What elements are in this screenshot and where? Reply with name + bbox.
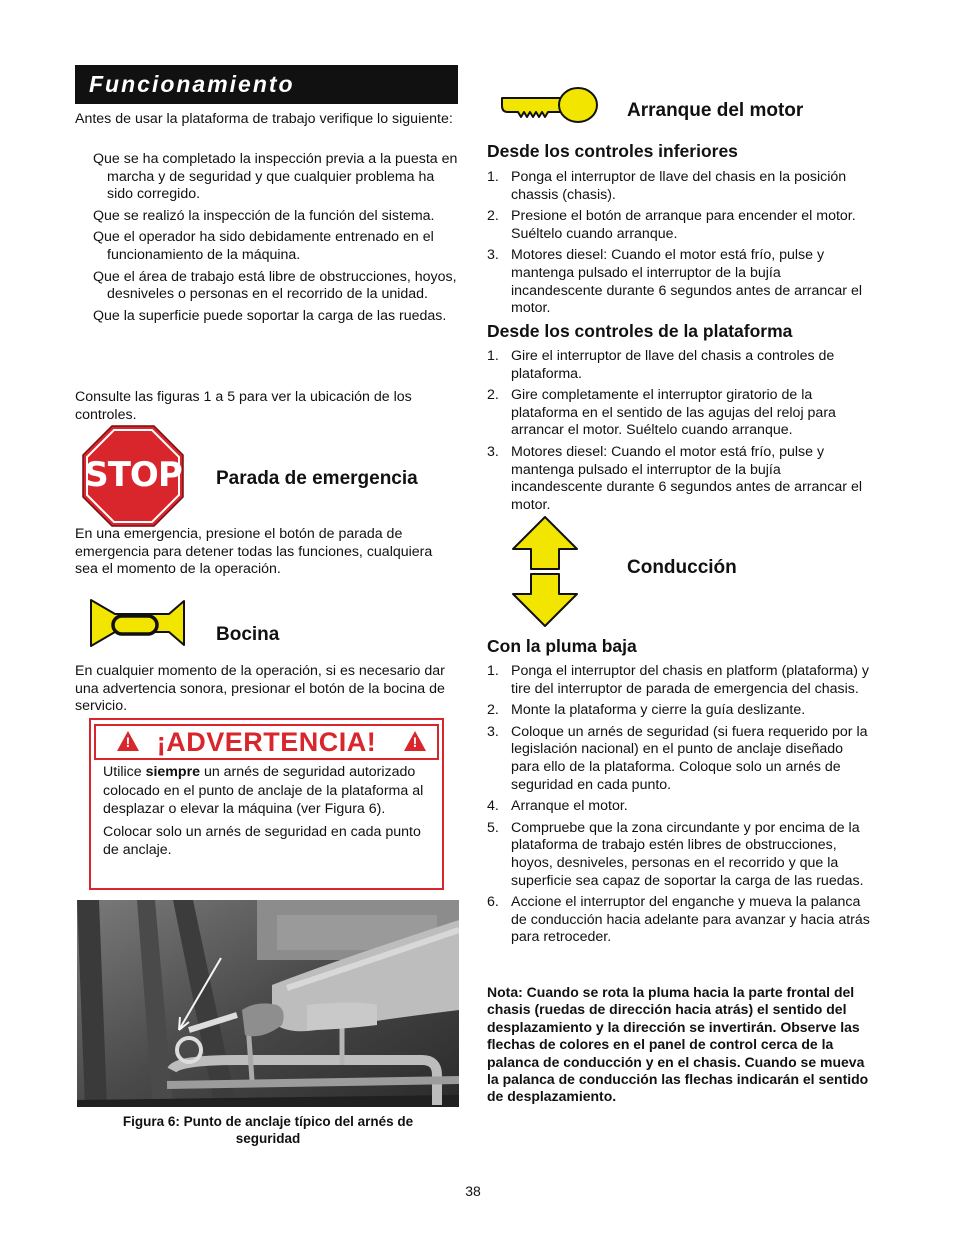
list-item: 4. Arranque el motor. bbox=[487, 798, 628, 815]
horn-icon bbox=[89, 598, 186, 648]
list-item: 3. Motores diesel: Cuando el motor está frío, pulse y mantenga pulsado el interruptor de la bujía incandescente durante 6 segundos antes de arrancar el motor. bbox=[487, 247, 862, 317]
lower-controls-heading: Desde los controles inferiores bbox=[487, 141, 738, 161]
lower-controls-steps bbox=[487, 169, 872, 322]
horn-heading: Bocina bbox=[216, 624, 280, 645]
warning-text: Colocar solo un arnés de seguridad en cada punto de anclaje. bbox=[103, 823, 421, 859]
list-item: 3. Motores diesel: Cuando el motor está frío, pulse y mantenga pulsado el interruptor de la bujía incandescente durante 6 segundos antes de arrancar el motor. bbox=[487, 443, 862, 513]
list-item: Que el área de trabajo está libre de obstrucciones, hoyos, desniveles o personas en el recorrido de la unidad. bbox=[93, 268, 457, 303]
list-item: Que la superficie puede soportar la carga de las ruedas. bbox=[93, 307, 447, 324]
horn-text: En cualquier momento de la operación, si es necesario dar una advertencia sonora, presionar el botón de la bocina de servicio. bbox=[75, 663, 445, 715]
figure-caption: Figura 6: Punto de anclaje típico del arnés de seguridad bbox=[122, 1114, 414, 1146]
warning-body bbox=[103, 763, 429, 860]
stop-sign-icon bbox=[82, 425, 184, 527]
intro-text: Antes de usar la plataforma de trabajo verifique lo siguiente: bbox=[75, 111, 453, 127]
driving-steps bbox=[487, 663, 872, 951]
section-title-bar bbox=[75, 65, 458, 104]
stop-sign-text: STOP bbox=[84, 455, 182, 495]
list-item: 1. Gire el interruptor de llave del chasis a controles de plataforma. bbox=[487, 348, 835, 382]
platform-controls-steps bbox=[487, 348, 872, 518]
page-title: Funcionamiento bbox=[89, 71, 295, 97]
warning-emphasis: siempre bbox=[145, 764, 200, 780]
warning-text: un arnés de seguridad autorizado colocado en el punto de anclaje de la plataforma al desplazar o elevar la máquina (ver Figura 6). bbox=[103, 764, 424, 818]
key-icon bbox=[500, 86, 600, 124]
figure-6-photo bbox=[77, 900, 459, 1107]
emergency-stop-heading: Parada de emergencia bbox=[216, 468, 418, 489]
list-item: 6. Accione el interruptor del enganche y mueva la palanca de conducción hacia adelante para avanzar y hacia atrás para retroceder. bbox=[487, 894, 870, 946]
page-number: 38 bbox=[465, 1183, 481, 1199]
list-item: 2. Gire completamente el interruptor giratorio de la plataforma en el sentido de las agujas del reloj para arrancar el motor. Suéltelo cuando arranque. bbox=[487, 387, 836, 439]
up-down-arrows-icon bbox=[511, 515, 579, 628]
warning-title: ¡ADVERTENCIA! bbox=[156, 727, 377, 757]
checklist bbox=[93, 151, 458, 329]
boom-lowered-heading: Con la pluma baja bbox=[487, 636, 637, 656]
list-item: Que se realizó la inspección de la función del sistema. bbox=[93, 207, 435, 224]
list-item: 1. Ponga el interruptor del chasis en platform (plataforma) y tire del interruptor de parada de emergencia del chasis. bbox=[487, 663, 870, 697]
emergency-stop-text: En una emergencia, presione el botón de parada de emergencia para detener todas las funciones, cualquiera sea el momento de la operación. bbox=[75, 526, 433, 578]
warning-header bbox=[94, 724, 439, 760]
warning-triangle-icon: ! bbox=[117, 731, 139, 751]
list-item: 2. Presione el botón de arranque para encender el motor. Suéltelo cuando arranque. bbox=[487, 208, 856, 242]
list-item: 2. Monte la plataforma y cierre la guía deslizante. bbox=[487, 702, 806, 719]
engine-start-heading: Arranque del motor bbox=[627, 100, 804, 121]
warning-triangle-icon: ! bbox=[404, 731, 426, 751]
list-item: Que el operador ha sido debidamente entrenado en el funcionamiento de la máquina. bbox=[93, 229, 434, 263]
driving-note: Nota: Cuando se rota la pluma hacia la parte frontal del chasis (ruedas de dirección hacia atrás) el sentido del desplazamiento y la dirección se invertirán. Observe las flechas de colores en el panel de control cerca de la palanca de conducción y en el chasis. Cuando se mueva la palanca de conducción las flechas indicarán el sentido de desplazamiento. bbox=[487, 984, 869, 1105]
warning-box bbox=[89, 718, 444, 890]
list-item: 3. Coloque un arnés de seguridad (si fuera requerido por la legislación nacional) en el punto de anclaje diseñado para ello de la plataforma. Coloque solo un arnés de seguridad en cada punto. bbox=[487, 723, 868, 793]
warning-text: Utilice bbox=[103, 764, 146, 780]
list-item: Que se ha completado la inspección previa a la puesta en marcha y de seguridad y que cualquier problema ha sido corregido. bbox=[93, 151, 458, 203]
platform-controls-heading: Desde los controles de la plataforma bbox=[487, 321, 793, 341]
driving-heading: Conducción bbox=[627, 557, 737, 578]
list-item: 5. Compruebe que la zona circundante y por encima de la plataforma de trabajo estén libres de obstrucciones, hoyos, desniveles, personas en el recorrido y que la superficie sea capaz de soportar la carga de las ruedas. bbox=[487, 819, 864, 889]
list-item: 1. Ponga el interruptor de llave del chasis en la posición chassis (chasis). bbox=[487, 169, 847, 203]
consult-text: Consulte las figuras 1 a 5 para ver la ubicación de los controles. bbox=[75, 389, 412, 423]
